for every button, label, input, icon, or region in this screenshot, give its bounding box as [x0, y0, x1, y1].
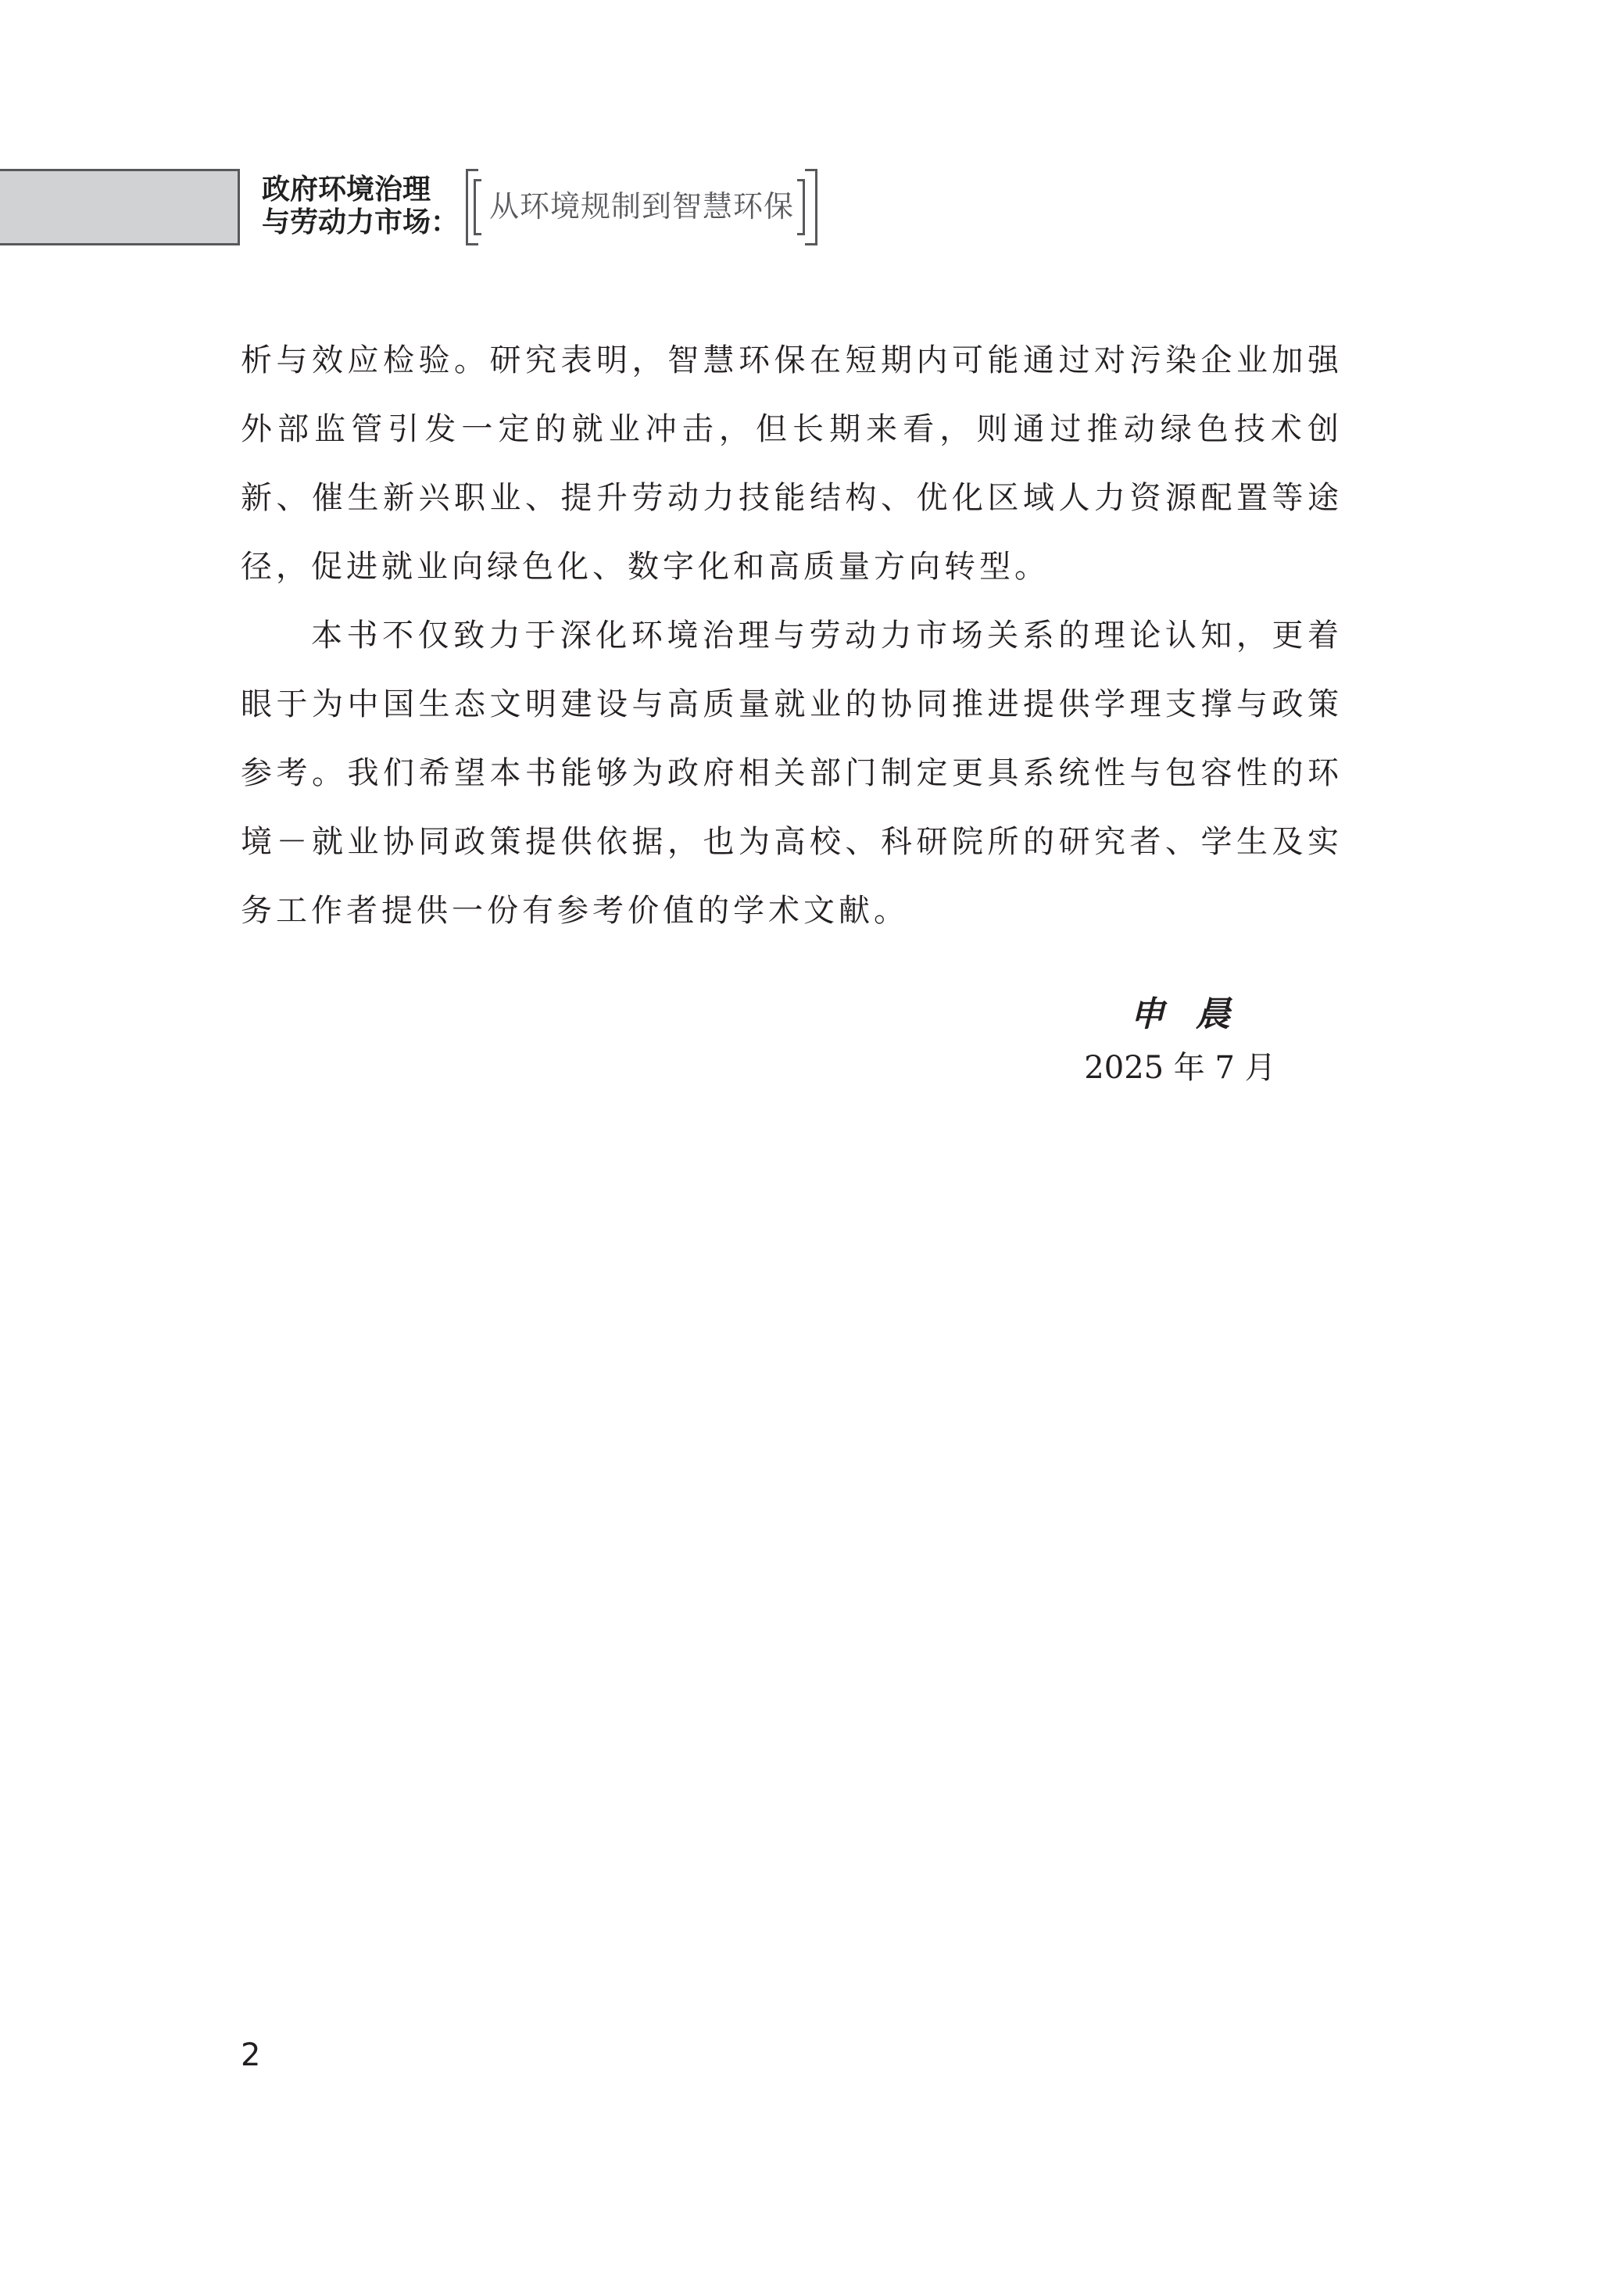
signature-date: 2025 年 7 月	[1084, 1050, 1276, 1086]
body-text	[241, 326, 1343, 945]
signature-block	[1078, 991, 1282, 1091]
paragraph-2: 本书不仅致力于深化环境治理与劳动力市场关系的理论认知，更着眼于为中国生态文明建设与高质量就业的协同推进提供学理支撑与政策参考。我们希望本书能够为政府相关部门制定更具系统性与包容性的环境－就业协同政策提供依据，也为高校、科研院所的研究者、学生及实务工作者提供一份有参考价值的学术文献。	[241, 618, 1343, 929]
book-title-line-1: 政府环境治理	[262, 174, 431, 206]
book-title	[238, 169, 480, 245]
book-subtitle: 从环境规制到智慧环保	[489, 189, 795, 224]
paragraph-1: 析与效应检验。研究表明，智慧环保在短期内可能通过对污染企业加强外部监管引发一定的就业冲击，但长期来看，则通过推动绿色技术创新、催生新兴职业、提升劳动力技能结构、优化区域人力资源配置等途径，促进就业向绿色化、数字化和高质量方向转型。	[241, 342, 1343, 585]
right-bracket-inner	[797, 179, 805, 235]
author-name: 申晨	[1130, 994, 1261, 1034]
header-band	[0, 169, 238, 245]
right-bracket-outer	[805, 169, 817, 245]
page-number: 2	[241, 2037, 261, 2073]
left-bracket-inner	[474, 179, 481, 235]
book-title-line-2: 与劳动力市场：	[262, 206, 460, 238]
